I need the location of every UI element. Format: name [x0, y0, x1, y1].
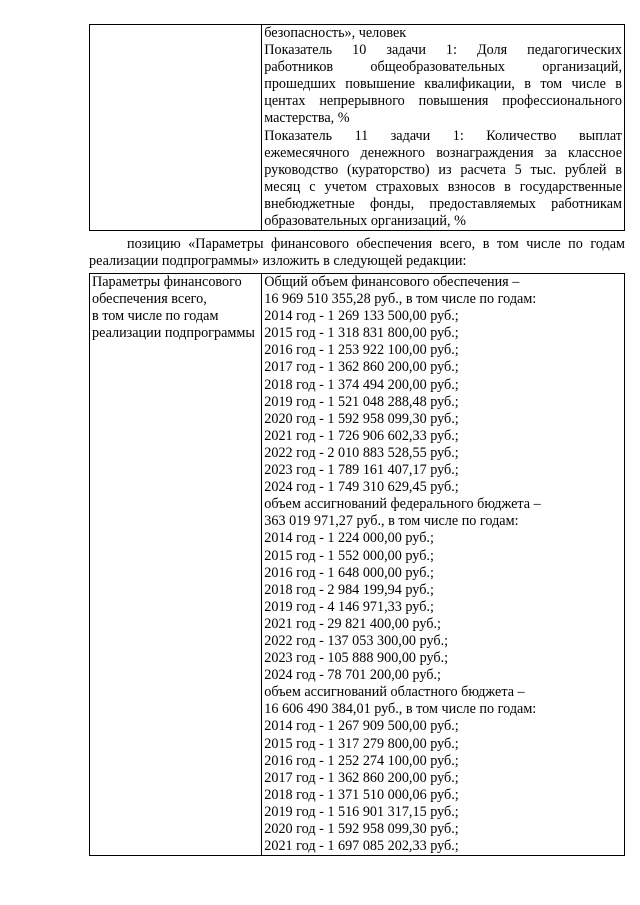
indicator-line: месяц с учетом страховых взносов в государственные	[264, 178, 622, 195]
label-line: Параметры финансового	[92, 274, 242, 290]
value-line: 2022 год - 137 053 300,00 руб.;	[264, 632, 449, 649]
value-line: 2021 год - 29 821 400,00 руб.;	[264, 615, 442, 632]
paragraph-line: позицию «Параметры финансового обеспечения всего, в том числе по годам	[127, 236, 625, 252]
value-line: объем ассигнований федерального бюджета –	[264, 496, 541, 513]
financing-table	[89, 273, 625, 856]
label-line: реализации подпрограммы	[92, 325, 255, 342]
table-row	[90, 25, 625, 231]
value-line: 2019 год - 1 516 901 317,15 руб.;	[264, 803, 459, 820]
value-line: 363 019 971,27 руб., в том числе по годам:	[264, 513, 519, 530]
value-line: 2024 год - 1 749 310 629,45 руб.;	[264, 479, 459, 496]
indicator-line: руководство (кураторство) из расчета 5 тыс. рублей в	[264, 161, 622, 178]
value-line: 2014 год - 1 224 000,00 руб.;	[264, 530, 434, 547]
value-line: 2015 год - 1 552 000,00 руб.;	[264, 547, 434, 564]
value-line: 16 606 490 384,01 руб., в том числе по годам:	[264, 701, 537, 718]
table-row	[90, 274, 625, 856]
value-line: 2018 год - 2 984 199,94 руб.;	[264, 581, 434, 598]
value-line: 2015 год - 1 317 279 800,00 руб.;	[264, 735, 459, 752]
indicator-line: центах непрерывного повышения профессионального	[264, 93, 622, 110]
indicator-line: внебюджетные фонды, предоставляемых работникам	[264, 195, 622, 212]
financing-values-cell	[262, 274, 625, 856]
value-line: 2017 год - 1 362 860 200,00 руб.;	[264, 359, 459, 376]
value-line: 2023 год - 105 888 900,00 руб.;	[264, 650, 449, 667]
label-line: обеспечения всего,	[92, 291, 207, 308]
empty-label-cell	[90, 25, 262, 231]
indicators-table	[89, 24, 625, 231]
value-line: 2021 год - 1 726 906 602,33 руб.;	[264, 427, 459, 444]
value-line: 2019 год - 4 146 971,33 руб.;	[264, 598, 434, 615]
indicators-cell	[262, 25, 625, 231]
label-line: в том числе по годам	[92, 308, 219, 325]
value-line: 2018 год - 1 374 494 200,00 руб.;	[264, 376, 459, 393]
value-line: 2017 год - 1 362 860 200,00 руб.;	[264, 769, 459, 786]
indicator-line: образовательных организаций, %	[264, 213, 466, 230]
value-line: 2016 год - 1 252 274 100,00 руб.;	[264, 752, 459, 769]
value-line: 2022 год - 2 010 883 528,55 руб.;	[264, 444, 459, 461]
indicator-line: ежемесячного денежного вознаграждения за классное	[264, 144, 622, 161]
value-line: 2021 год - 1 697 085 202,33 руб.;	[264, 838, 459, 855]
amendment-paragraph	[89, 236, 625, 270]
indicator-line: работников общеобразовательных организаций,	[264, 59, 622, 76]
value-line: 2024 год - 78 701 200,00 руб.;	[264, 667, 442, 684]
indicator-line: прошедших повышение квалификации, в том числе в	[264, 76, 622, 93]
value-line: 2018 год - 1 371 510 000,06 руб.;	[264, 786, 459, 803]
value-line: объем ассигнований областного бюджета –	[264, 684, 525, 701]
value-line: 16 969 510 355,28 руб., в том числе по годам:	[264, 291, 537, 308]
value-line: 2020 год - 1 592 958 099,30 руб.;	[264, 821, 459, 837]
indicator-line: Показатель 10 задачи 1: Доля педагогических	[264, 42, 622, 59]
value-line: 2020 год - 1 592 958 099,30 руб.;	[264, 410, 459, 427]
indicator-line: мастерства, %	[264, 110, 350, 127]
financing-label-cell	[90, 274, 262, 856]
value-line: 2014 год - 1 269 133 500,00 руб.;	[264, 308, 459, 325]
paragraph-line: реализации подпрограммы» изложить в следующей редакции:	[89, 253, 467, 270]
value-line: 2023 год - 1 789 161 407,17 руб.;	[264, 462, 459, 479]
value-line: Общий объем финансового обеспечения –	[264, 274, 520, 290]
value-line: 2019 год - 1 521 048 288,48 руб.;	[264, 393, 459, 410]
value-line: 2016 год - 1 253 922 100,00 руб.;	[264, 342, 459, 359]
value-line: 2014 год - 1 267 909 500,00 руб.;	[264, 718, 459, 735]
value-line: 2015 год - 1 318 831 800,00 руб.;	[264, 325, 459, 342]
indicator-line: Показатель 11 задачи 1: Количество выплат	[264, 127, 622, 144]
indicator-line: безопасность», человек	[264, 25, 407, 41]
value-line: 2016 год - 1 648 000,00 руб.;	[264, 564, 434, 581]
